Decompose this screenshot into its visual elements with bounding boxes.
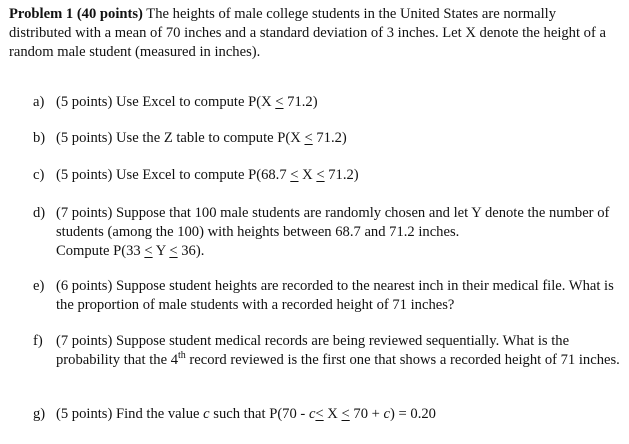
part-text: (5 points) Use the Z table to compute P(X	[56, 130, 301, 146]
part-g	[33, 405, 623, 424]
part-text-end: ) = 0.20	[390, 406, 436, 422]
problem-statement	[9, 5, 621, 62]
less-equal-symbol: <	[169, 243, 178, 259]
less-equal-symbol: <	[341, 406, 350, 422]
part-letter: c)	[33, 167, 45, 183]
less-equal-symbol: <	[290, 167, 299, 183]
part-c	[33, 166, 623, 185]
part-text-end: 71.2)	[283, 94, 318, 110]
problem-label: Problem 1 (40 points)	[9, 6, 143, 22]
part-b	[33, 129, 623, 148]
variable-c: c	[203, 406, 210, 422]
part-text: (7 points) Suppose that 100 male students are randomly chosen and let Y denote the number of students (among the 100) with heights between 68.7 and 71.2 inches.	[56, 205, 610, 240]
part-text-end: record reviewed is the first one that shows a recorded height of 71 inches.	[185, 352, 620, 368]
less-equal-symbol: <	[316, 167, 325, 183]
less-equal-symbol: <	[275, 94, 284, 110]
part-text-mid: X	[323, 406, 338, 422]
part-text: (7 points) Suppose student medical records are being reviewed sequentially. What is the probability that the 4	[56, 333, 570, 368]
part-text: (5 points) Use Excel to compute P(X	[56, 94, 272, 110]
part-letter: f)	[33, 333, 43, 349]
part-letter: e)	[33, 278, 45, 294]
part-text-end: 71.2)	[324, 167, 359, 183]
part-text-mid: Y	[152, 243, 166, 259]
part-letter: d)	[33, 205, 46, 221]
less-equal-symbol: <	[144, 243, 153, 259]
less-equal-symbol: <	[315, 406, 324, 422]
part-text-end: 71.2)	[312, 130, 347, 146]
part-d	[33, 204, 623, 261]
part-text: (6 points) Suppose student heights are recorded to the nearest inch in their medical file. What is the proportion of male students with a recorded height of 71 inches?	[56, 278, 614, 313]
problem-intro: The heights of male college students in the United States are normally distributed with a mean of 70 inches and a standard deviation of 3 inches. Let X denote the height of a random male student (measured in inches).	[9, 6, 606, 60]
ordinal-superscript: th	[178, 350, 186, 362]
less-equal-symbol: <	[304, 130, 313, 146]
part-text: (5 points) Use Excel to compute P(68.7	[56, 167, 291, 183]
part-text-line2: Compute P(33	[56, 243, 145, 259]
part-letter: g)	[33, 406, 46, 422]
part-text-mid: 70 +	[349, 406, 384, 422]
part-e	[33, 277, 623, 315]
part-a	[33, 93, 623, 112]
part-text-mid: X	[298, 167, 313, 183]
part-text-end: 36).	[177, 243, 205, 259]
part-text-mid: such that P(70 -	[209, 406, 309, 422]
part-letter: a)	[33, 94, 45, 110]
part-letter: b)	[33, 130, 46, 146]
part-text: (5 points) Find the value	[56, 406, 204, 422]
variable-c: c	[383, 406, 391, 422]
variable-c: c	[308, 406, 316, 422]
part-f	[33, 332, 623, 370]
